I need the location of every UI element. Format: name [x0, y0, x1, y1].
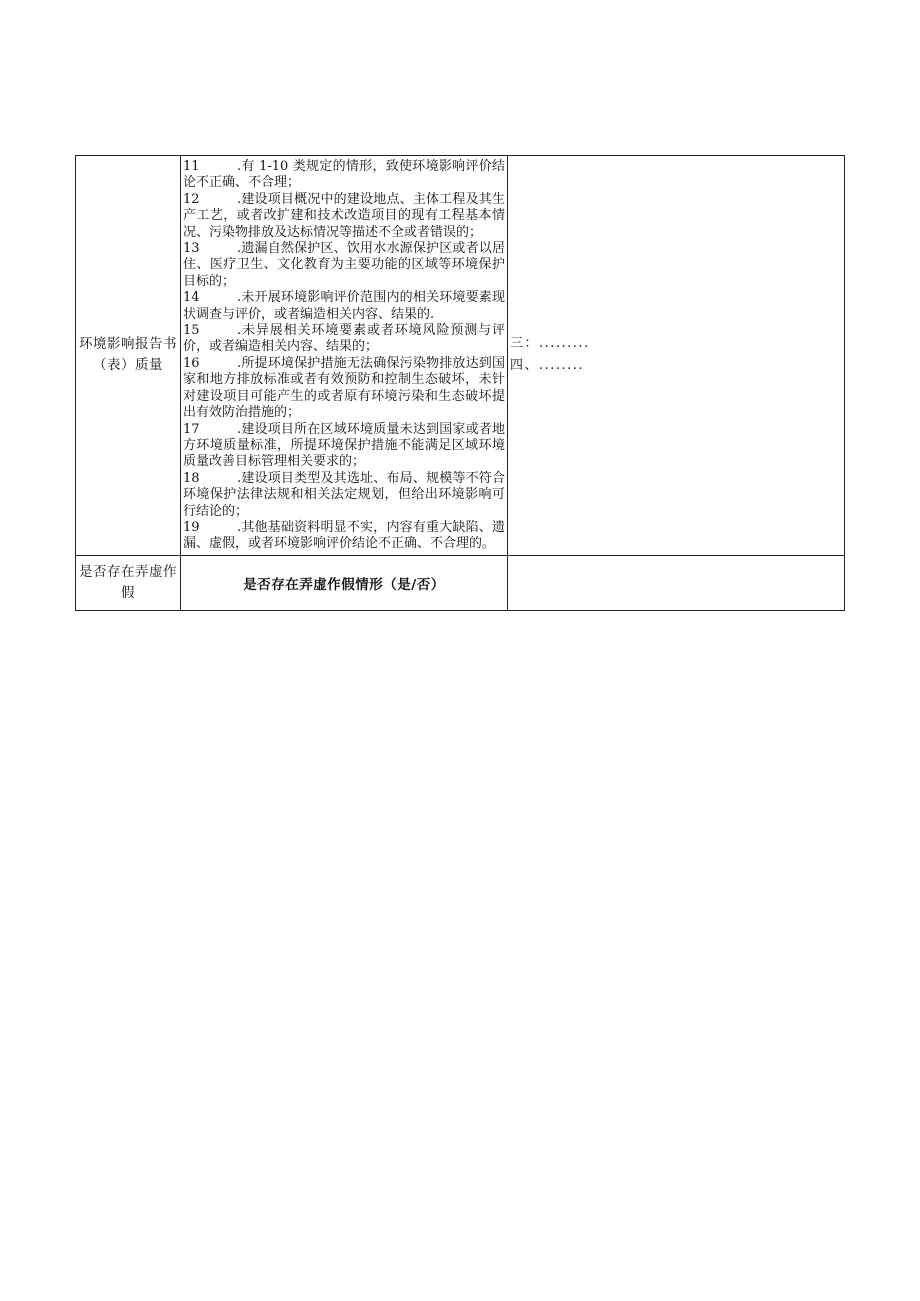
item-number: 15 [183, 323, 200, 339]
item-text: .所提环境保护措施无法确保污染物排放达到国家和地方排放标准或者有效预防和控制生态破坏，未针对建设项目可能产生的或者原有环境污染和生态破坏提出有效防治措施的； [183, 355, 505, 421]
item-number: 12 [183, 191, 200, 207]
list-item [183, 356, 505, 422]
item-text: .其他基础资料明显不实，内容有重大缺陷、遗漏、虚假，或者环境影响评价结论不正确、不合理的。 [183, 519, 505, 552]
item-number: 14 [183, 290, 200, 306]
item-number: 13 [183, 241, 200, 257]
item-text: .建设项目所在区域环境质量未达到国家或者地方环境质量标准，所提环境保护措施不能满足区域环境质量改善目标管理相关要求的； [183, 421, 505, 470]
quality-notes [508, 156, 845, 556]
quality-items [181, 156, 508, 556]
list-item [183, 520, 505, 553]
list-item [183, 290, 505, 323]
item-number: 16 [183, 355, 200, 371]
item-number: 17 [183, 421, 200, 437]
list-item [183, 241, 505, 290]
item-text: .未开展环境影响评价范围内的相关环境要素现状调查与评价，或者编造相关内容、结果的. [183, 290, 505, 322]
fraud-question: 是否存在弄虚作假情形（是/否） [181, 555, 508, 610]
item-text: .遗漏自然保护区、饮用水水源保护区或者以居住、医疗卫生、文化教育为主要功能的区域等环境保护目标的； [183, 241, 505, 289]
list-item [183, 471, 505, 520]
item-number: 11 [183, 159, 200, 174]
fraud-answer-cell[interactable] [508, 555, 845, 610]
review-table [75, 155, 845, 611]
list-item [183, 159, 505, 192]
item-text: .未异展相关环境要素或者环境风险预测与评价，或者编造相关内容、结果的； [183, 323, 505, 355]
item-text: .建设项目概况中的建设地点、主体工程及其生产工艺，或者改扩建和技术改造项目的现有工程基本情况、污染物排放及达标情况等描述不全或者错误的； [183, 191, 505, 240]
note-item: 三：......... [510, 336, 590, 352]
item-number: 18 [183, 470, 200, 486]
list-item [183, 323, 505, 356]
list-item [183, 192, 505, 241]
fraud-row [76, 555, 845, 610]
item-text: .有 1-10 类规定的情形，致使环境影响评价结论不正确、不合理； [183, 159, 505, 191]
quality-row [76, 156, 845, 556]
quality-label: 环境影响报告书（表）质量 [76, 156, 181, 556]
item-number: 19 [183, 519, 200, 535]
note-item: 四、........ [510, 358, 585, 374]
fraud-label: 是否存在弄虚作假 [76, 555, 181, 610]
list-item [183, 422, 505, 471]
item-text: .建设项目类型及其选址、布局、规模等不符合环境保护法律法规和相关法定规划，但给出环境影响可行结论的； [183, 470, 505, 519]
